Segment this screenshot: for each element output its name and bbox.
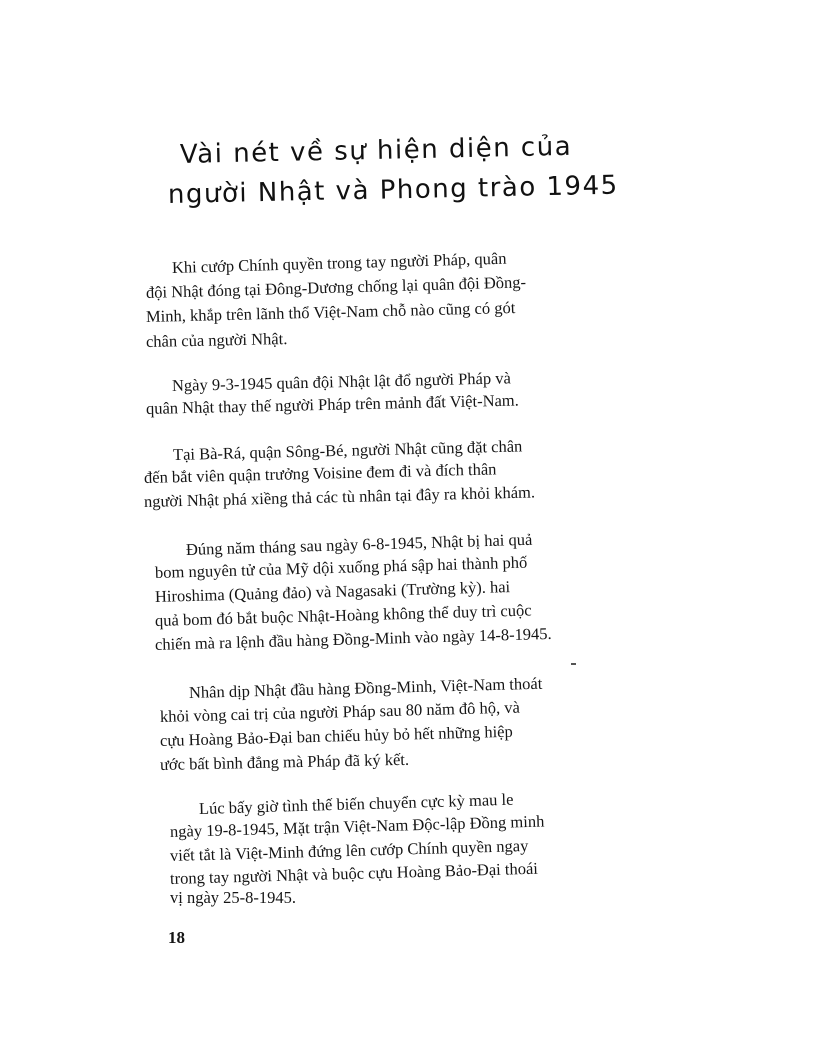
text-line: Ngày 9-3-1945 quân đội Nhật lật đổ người Pháp và [171, 368, 512, 395]
text-line: trong tay người Nhật và buộc cựu Hoàng Bảo-Đại thoái [169, 858, 539, 888]
text-line: Hiroshima (Quảng đảo) và Nagasaki (Trường kỳ). hai [154, 577, 511, 606]
text-line: vị ngày 25-8-1945. [170, 888, 297, 907]
stray-mark [571, 663, 576, 665]
page-number: 18 [168, 928, 185, 947]
text-line: quân Nhật thay thế người Pháp trên mảnh đất Việt-Nam. [145, 390, 519, 418]
text-line: đội Nhật đóng tại Đông-Dương chống lại quân đội Đồng- [145, 272, 527, 302]
text-line: chân của người Nhật. [145, 329, 288, 351]
text-line: cựu Hoàng Bảo-Đại ban chiếu hủy bỏ hết những hiệp [159, 721, 513, 750]
text-line: chiến mà ra lệnh đầu hàng Đồng-Minh vào ngày 14-8-1945. [154, 623, 552, 654]
text-line: Lúc bấy giờ tình thế biến chuyển cực kỳ mau le [198, 789, 514, 818]
chapter-title-line-2: người Nhật và Phong trào 1945 [167, 170, 619, 210]
text-line: ước bất bình đẳng mà Pháp đã ký kết. [159, 749, 410, 774]
text-line: khỏi vòng cai trị của người Pháp sau 80 năm đô hộ, và [159, 697, 521, 726]
text-line: đến bắt viên quận trưởng Voisine đem đi và đích thân [143, 459, 497, 487]
text-line: Tại Bà-Rá, quận Sông-Bé, người Nhật cũng đặt chân [172, 436, 523, 464]
text-line: viết tắt là Việt-Minh đứng lên cướp Chính quyền ngay [169, 835, 529, 865]
text-line: Đúng năm tháng sau ngày 6-8-1945, Nhật bị hai quả [185, 529, 533, 559]
text-line: bom nguyên tử của Mỹ dội xuống phá sập hai thành phố [154, 552, 528, 582]
chapter-title-line-1: Vài nét về sự hiện diện của [179, 131, 573, 170]
text-line: Nhân dịp Nhật đầu hàng Đồng-Minh, Việt-Nam thoát [188, 673, 543, 702]
text-line: Khi cướp Chính quyền trong tay người Pháp, quân [171, 248, 507, 277]
text-line: người Nhật phá xiềng thả các tù nhân tại đây ra khỏi khám. [143, 482, 536, 511]
text-line: ngày 19-8-1945, Mặt trận Việt-Nam Độc-lập Đồng minh [169, 811, 545, 841]
text-line: Minh, khắp trên lãnh thổ Việt-Nam chỗ nào cũng có gót [145, 297, 516, 326]
text-line: quả bom đó bắt buộc Nhật-Hoàng không thể duy trì cuộc [154, 600, 532, 630]
